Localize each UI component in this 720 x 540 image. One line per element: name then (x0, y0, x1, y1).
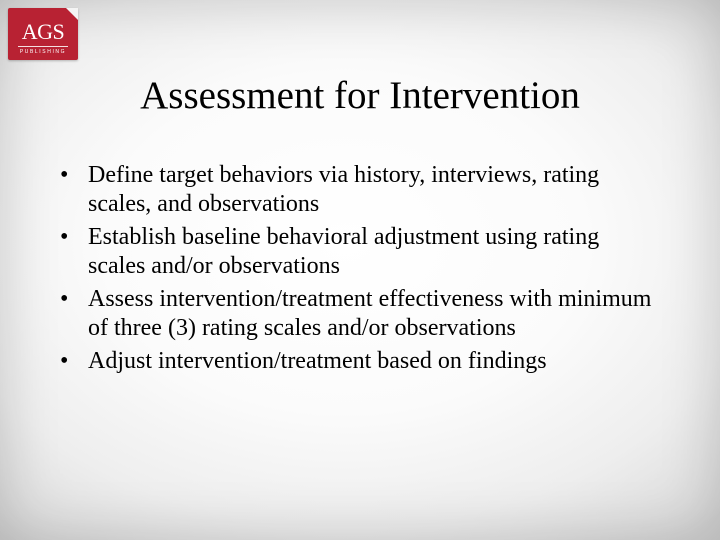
bullet-text: Define target behaviors via history, interviews, rating scales, and observations (88, 162, 600, 217)
bullet-item (60, 347, 660, 376)
bullet-item (60, 161, 660, 219)
bullet-list (60, 161, 660, 380)
bullet-text: Establish baseline behavioral adjustment using rating scales and/or observations (88, 224, 600, 279)
bullet-point: • (60, 162, 69, 188)
bullet-item (60, 285, 660, 343)
ags-publishing-logo (8, 8, 78, 68)
logo-name: AGS (21, 19, 65, 44)
bullet-text: Adjust intervention/treatment based on findings (88, 348, 547, 374)
logo-divider (18, 46, 68, 47)
bullet-point: • (60, 286, 69, 312)
bullet-item (60, 223, 660, 281)
bullet-point: • (60, 348, 69, 374)
bullet-text: Assess intervention/treatment effectiveness with minimum of three (3) rating scales and/or observations (88, 286, 652, 341)
logo-subtitle: PUBLISHING (19, 49, 67, 55)
bullet-point: • (60, 224, 69, 250)
slide-title: Assessment for Intervention (140, 74, 580, 117)
